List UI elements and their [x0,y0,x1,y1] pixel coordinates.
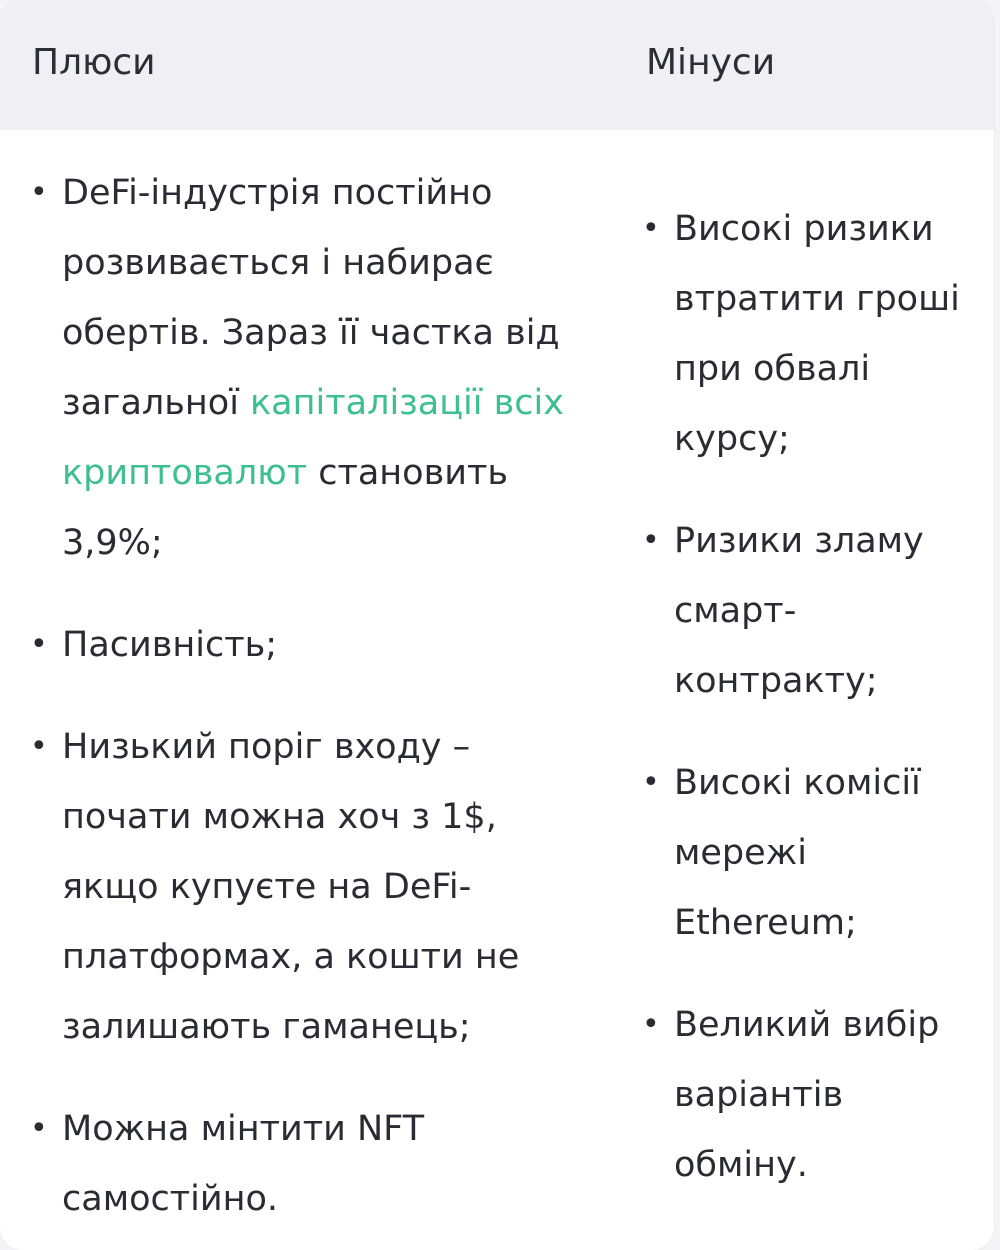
cons-item-exchange-choice [642,990,982,1200]
pros-item-passivity [30,610,590,680]
pros-item-low-entry [30,712,590,1062]
pros-header: Плюси [32,42,156,83]
pros-item-nft-minting [30,1094,590,1234]
crypto-capitalization-link[interactable]: капіталізації всіх криптовалют [62,383,564,493]
cons-item-hack-risk [642,506,982,716]
cons-item-text: Високі комісії мережі Ethereum; [674,763,921,943]
cons-header: Мінуси [646,42,776,83]
pros-item-text: Низький поріг входу – почати можна хоч з 1$, якщо купуєте на DeFi-платформах, а кошти не залишають гаманець; [62,727,520,1047]
pros-item-text: Пасивність; [62,625,278,665]
pros-item-text: Можна мінтити NFT самостійно. [62,1109,425,1219]
cons-item-price-risk [642,194,982,474]
pros-item-text: DeFi-індустрія постійно розвивається і набирає обертів. Зараз її частка від загальної [62,173,560,423]
pros-list [30,158,590,1250]
pros-item-text: становить 3,9%; [62,453,508,563]
cons-item-text: Ризики зламу смарт-контракту; [674,521,924,701]
table-header [0,0,994,130]
cons-item-text: Високі ризики втратити гроші при обвалі курсу; [674,209,960,459]
cons-list [642,194,982,1232]
cons-item-text: Великий вибір варіантів обміну. [674,1005,940,1185]
pros-item-defi-growth [30,158,590,578]
cons-item-high-fees [642,748,982,958]
